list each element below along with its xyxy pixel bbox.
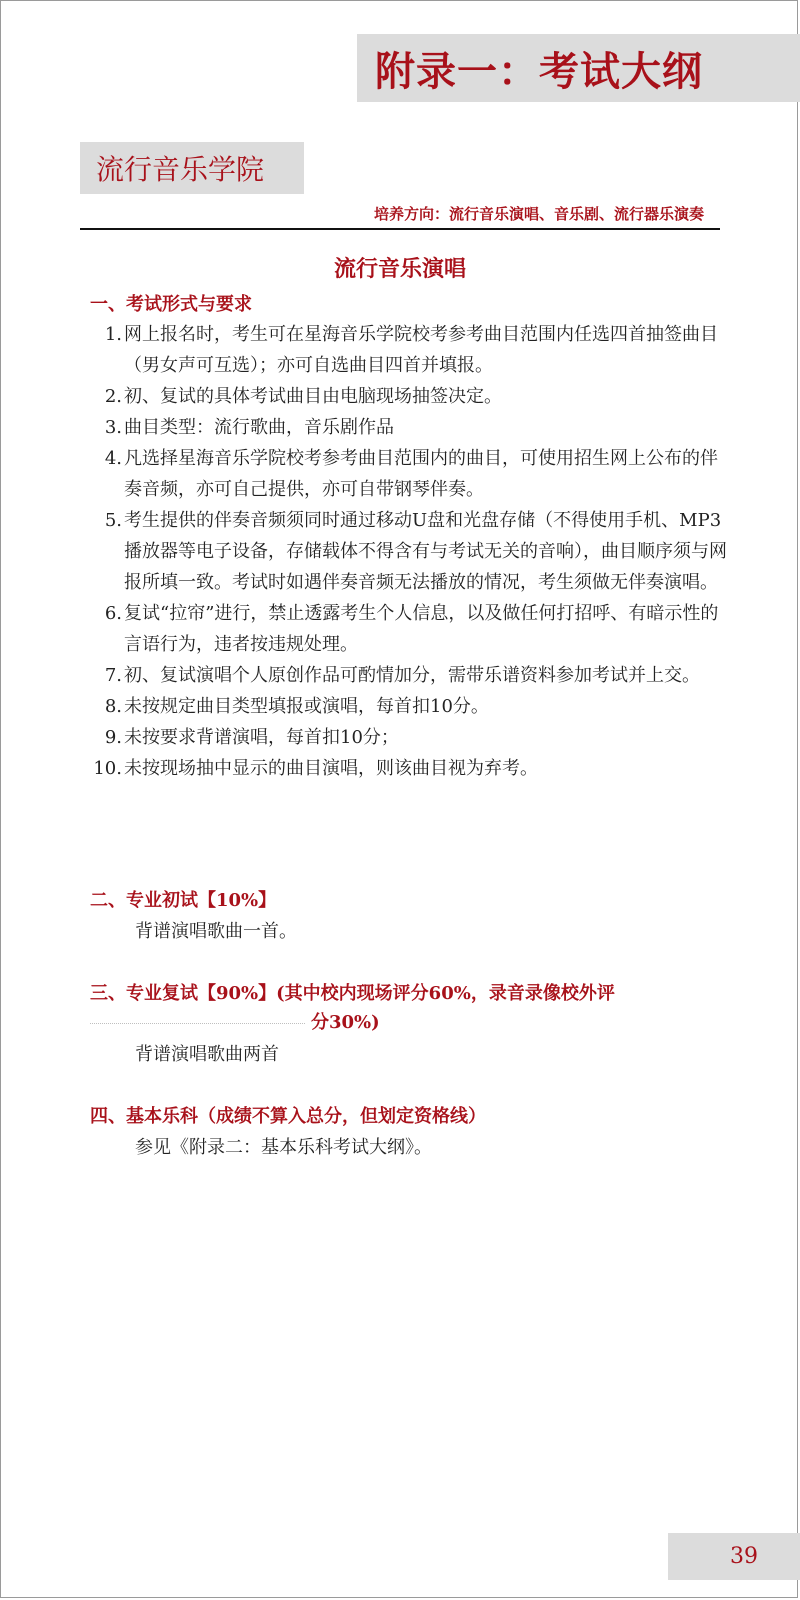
part3-body: 背谱演唱歌曲两首 [135, 1044, 279, 1065]
part3-heading: 三、专业复试【90%】(其中校内现场评分60%，录音录像校外评 [90, 983, 615, 1004]
list-item: 9. 未按要求背谱演唱，每首扣10分； [104, 727, 399, 748]
dotted-leader [90, 1023, 305, 1024]
part2-body: 背谱演唱歌曲一首。 [135, 921, 297, 942]
college-header [80, 142, 304, 194]
training-direction: 培养方向：流行音乐演唱、音乐剧、流行器乐演奏 [373, 205, 704, 223]
list-item: 2. 初、复试的具体考试曲目由电脑现场抽签决定。 [104, 386, 502, 407]
part1-heading: 一、考试形式与要求 [90, 294, 252, 315]
list-item: 1. 网上报名时，考生可在星海音乐学院校考参考曲目范围内任选四首抽签曲目（男女声可互选）；亦可自选曲目四首并填报。 [104, 324, 718, 376]
college-name: 流行音乐学院 [96, 153, 265, 186]
page-number: 39 [730, 1544, 758, 1569]
list-item: 5. 考生提供的伴奏音频须同时通过移动U盘和光盘存储（不得使用手机、MP3播放器等电子设备，存储载体不得含有与考试无关的音响），曲目顺序须与网报所填一致。考试时如遇伴奏音频无法播放的情况，考生须做无伴奏演唱。 [104, 510, 727, 593]
part3-heading-cont: 分30%) [90, 1008, 380, 1034]
list-item: 4. 凡选择星海音乐学院校考参考曲目范围内的曲目，可使用招生网上公布的伴奏音频，亦可自己提供，亦可自带钢琴伴奏。 [104, 448, 718, 500]
list-item: 8. 未按规定曲目类型填报或演唱，每首扣10分。 [104, 696, 489, 717]
appendix-banner [357, 34, 800, 102]
list-item: 10. 未按现场抽中显示的曲目演唱，则该曲目视为弃考。 [93, 758, 538, 779]
list-item: 3. 曲目类型：流行歌曲，音乐剧作品 [104, 417, 394, 438]
header-divider [80, 228, 720, 230]
page-number-box [668, 1533, 800, 1580]
part4-heading: 四、基本乐科（成绩不算入总分，但划定资格线） [90, 1106, 486, 1127]
appendix-title: 附录一：考试大纲 [375, 47, 703, 95]
list-item: 7. 初、复试演唱个人原创作品可酌情加分，需带乐谱资料参加考试并上交。 [104, 665, 700, 686]
section-title: 流行音乐演唱 [333, 256, 466, 282]
part2-heading: 二、专业初试【10%】 [90, 890, 277, 911]
list-item: 6. 复试“拉帘”进行，禁止透露考生个人信息，以及做任何打招呼、有暗示性的言语行为，违者按违规处理。 [104, 603, 719, 655]
requirements-list [90, 319, 730, 784]
part4-body: 参见《附录二：基本乐科考试大纲》。 [135, 1137, 432, 1158]
